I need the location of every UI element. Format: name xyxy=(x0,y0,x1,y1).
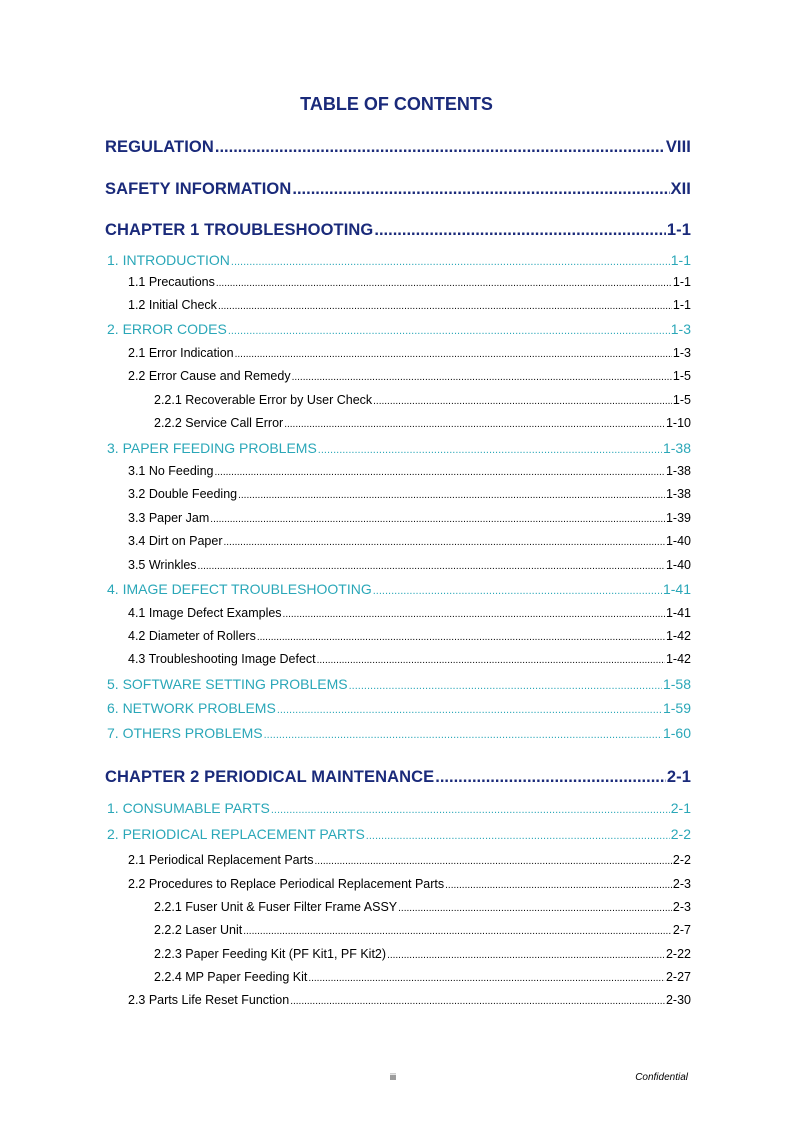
toc-entry[interactable] xyxy=(154,416,691,430)
dot-leader xyxy=(349,680,662,692)
toc-entry-page: 1-60 xyxy=(662,725,691,741)
toc-entry-page: 1-1 xyxy=(672,275,691,289)
toc-entry-label: 2.2.4 MP Paper Feeding Kit xyxy=(154,970,308,984)
toc-entry[interactable] xyxy=(105,221,691,240)
toc-entry-page: 2-3 xyxy=(672,877,691,891)
toc-entry-page: 1-38 xyxy=(662,440,691,456)
dot-leader xyxy=(277,704,662,716)
toc-entry-page: VIII xyxy=(665,138,691,156)
toc-entry-label: 3. PAPER FEEDING PROBLEMS xyxy=(107,440,317,456)
toc-entry[interactable] xyxy=(128,629,691,643)
page-title: TABLE OF CONTENTS xyxy=(300,94,493,114)
toc-entry-label: 2.2 Error Cause and Remedy xyxy=(128,369,291,383)
dot-leader xyxy=(228,325,670,337)
toc-entry-page: 1-59 xyxy=(662,700,691,716)
dot-leader xyxy=(317,655,665,666)
dot-leader xyxy=(283,609,665,620)
toc-entry[interactable] xyxy=(105,138,691,157)
toc-entry-page: 2-3 xyxy=(672,900,691,914)
dot-leader xyxy=(218,301,672,312)
toc-entry-page: 2-7 xyxy=(672,923,691,937)
toc-entry-label: 2.2.3 Paper Feeding Kit (PF Kit1, PF Kit2) xyxy=(154,947,387,961)
dot-leader xyxy=(308,973,665,984)
dot-leader xyxy=(373,396,672,407)
toc-entry[interactable] xyxy=(107,440,691,456)
dot-leader xyxy=(224,537,665,548)
dot-leader xyxy=(214,467,664,478)
toc-entry-label: 5. SOFTWARE SETTING PROBLEMS xyxy=(107,676,348,692)
dot-leader xyxy=(257,632,665,643)
toc-entry-label: CHAPTER 2 PERIODICAL MAINTENANCE xyxy=(105,768,435,786)
toc-entry[interactable] xyxy=(154,970,691,984)
toc-entry-page: 1-10 xyxy=(665,416,691,430)
dot-leader xyxy=(210,514,665,525)
toc-entry-label: SAFETY INFORMATION xyxy=(105,180,292,198)
toc-entry-label: 4. IMAGE DEFECT TROUBLESHOOTING xyxy=(107,581,372,597)
dot-leader xyxy=(216,278,672,289)
dot-leader xyxy=(292,180,669,199)
toc-entry-label: 4.2 Diameter of Rollers xyxy=(128,629,256,643)
toc-entry[interactable] xyxy=(105,768,691,787)
toc-entry-page: 1-38 xyxy=(665,487,691,501)
dot-leader xyxy=(435,768,666,787)
dot-leader xyxy=(374,221,665,240)
toc-entry[interactable] xyxy=(128,534,691,548)
toc-entry-label: 2.2 Procedures to Replace Periodical Replacement Parts xyxy=(128,877,445,891)
dot-leader xyxy=(398,903,672,914)
dot-leader xyxy=(271,804,670,816)
toc-entry-label: 1.1 Precautions xyxy=(128,275,215,289)
toc-entry-label: 2.3 Parts Life Reset Function xyxy=(128,993,290,1007)
toc-entry-page: XII xyxy=(670,180,691,198)
toc-entry-page: 2-1 xyxy=(666,768,691,786)
toc-entry-label: 2.2.2 Laser Unit xyxy=(154,923,243,937)
toc-entry-label: 2.2.1 Fuser Unit & Fuser Filter Frame ASSY xyxy=(154,900,398,914)
toc-entry-page: 1-40 xyxy=(665,534,691,548)
dot-leader xyxy=(215,138,665,157)
toc-entry-label: 1. CONSUMABLE PARTS xyxy=(107,800,270,816)
toc-entry-page: 1-42 xyxy=(665,652,691,666)
toc-entry-label: 3.1 No Feeding xyxy=(128,464,214,478)
toc-entry[interactable] xyxy=(107,700,691,716)
toc-entry[interactable] xyxy=(128,558,691,572)
toc-entry-page: 1-38 xyxy=(665,464,691,478)
toc-entry-page: 1-1 xyxy=(666,221,691,239)
footer-page-number: iii xyxy=(390,1072,396,1082)
toc-entry-label: 1. INTRODUCTION xyxy=(107,252,230,268)
toc-entry-page: 2-22 xyxy=(665,947,691,961)
toc-entry-label: REGULATION xyxy=(105,138,214,156)
toc-entry-page: 2-2 xyxy=(670,826,691,842)
toc-entry-label: 3.2 Double Feeding xyxy=(128,487,238,501)
dot-leader xyxy=(315,856,672,867)
dot-leader xyxy=(318,444,662,456)
toc-entry[interactable] xyxy=(128,369,691,383)
toc-entry-page: 1-40 xyxy=(665,558,691,572)
toc-entry[interactable] xyxy=(128,275,691,289)
dot-leader xyxy=(387,950,665,961)
dot-leader xyxy=(198,561,665,572)
toc-entry[interactable] xyxy=(105,180,691,199)
toc-entry-page: 2-2 xyxy=(672,853,691,867)
toc-entry[interactable] xyxy=(128,853,691,867)
toc-entry-label: 1.2 Initial Check xyxy=(128,298,217,312)
dot-leader xyxy=(292,372,672,383)
dot-leader xyxy=(373,585,662,597)
toc-entry[interactable] xyxy=(107,581,691,597)
dot-leader xyxy=(366,830,670,842)
toc-entry-page: 2-30 xyxy=(665,993,691,1007)
toc-entry-page: 1-5 xyxy=(672,393,691,407)
toc-entry[interactable] xyxy=(128,511,691,525)
toc-entry-page: 1-39 xyxy=(665,511,691,525)
toc-entry-label: 2.2.1 Recoverable Error by User Check xyxy=(154,393,373,407)
toc-entry-label: 2.1 Periodical Replacement Parts xyxy=(128,853,314,867)
toc-entry-label: 3.3 Paper Jam xyxy=(128,511,210,525)
toc-entry-label: 6. NETWORK PROBLEMS xyxy=(107,700,276,716)
toc-entry-page: 1-1 xyxy=(672,298,691,312)
toc-entry-label: 2. PERIODICAL REPLACEMENT PARTS xyxy=(107,826,365,842)
toc-entry-label: 7. OTHERS PROBLEMS xyxy=(107,725,263,741)
toc-entry-label: 4.1 Image Defect Examples xyxy=(128,606,282,620)
toc-entry-label: 3.5 Wrinkles xyxy=(128,558,197,572)
dot-leader xyxy=(290,996,665,1007)
toc-entry[interactable] xyxy=(107,800,691,816)
toc-entry-page: 1-5 xyxy=(672,369,691,383)
toc-entry[interactable] xyxy=(107,725,691,741)
dot-leader xyxy=(264,729,662,741)
dot-leader xyxy=(235,349,672,360)
toc-entry-page: 1-41 xyxy=(662,581,691,597)
toc-entry-label: 4.3 Troubleshooting Image Defect xyxy=(128,652,316,666)
toc-entry-page: 1-42 xyxy=(665,629,691,643)
toc-entry[interactable] xyxy=(128,877,691,891)
toc-entry-label: 2. ERROR CODES xyxy=(107,321,227,337)
toc-entry-page: 1-3 xyxy=(670,321,691,337)
toc-entry[interactable] xyxy=(128,993,691,1007)
toc-entry-label: 2.1 Error Indication xyxy=(128,346,234,360)
toc-entry-page: 2-1 xyxy=(670,800,691,816)
toc-entry-page: 1-1 xyxy=(670,252,691,268)
dot-leader xyxy=(445,880,672,891)
toc-entry[interactable] xyxy=(128,487,691,501)
toc-entry[interactable] xyxy=(107,826,691,842)
toc-entry-page: 1-58 xyxy=(662,676,691,692)
toc-entry[interactable] xyxy=(128,298,691,312)
dot-leader xyxy=(243,926,672,937)
dot-leader xyxy=(231,256,670,268)
toc-entry[interactable] xyxy=(128,346,691,360)
toc-entry[interactable] xyxy=(128,606,691,620)
toc-entry[interactable] xyxy=(107,676,691,692)
toc-entry[interactable] xyxy=(154,393,691,407)
toc-entry-label: CHAPTER 1 TROUBLESHOOTING xyxy=(105,221,374,239)
footer-confidential: Confidential xyxy=(635,1072,688,1083)
toc-entry-label: 2.2.2 Service Call Error xyxy=(154,416,284,430)
toc-entry[interactable] xyxy=(154,947,691,961)
toc-entry-label: 3.4 Dirt on Paper xyxy=(128,534,223,548)
toc-entry[interactable] xyxy=(128,652,691,666)
toc-entry[interactable] xyxy=(128,464,691,478)
toc-entry-page: 2-27 xyxy=(665,970,691,984)
dot-leader xyxy=(238,490,665,501)
toc-entry-page: 1-3 xyxy=(672,346,691,360)
toc-entry-page: 1-41 xyxy=(665,606,691,620)
toc-entry[interactable] xyxy=(154,923,691,937)
toc-entry[interactable] xyxy=(107,321,691,337)
toc-entry[interactable] xyxy=(107,252,691,268)
toc-entry[interactable] xyxy=(154,900,691,914)
dot-leader xyxy=(284,419,665,430)
